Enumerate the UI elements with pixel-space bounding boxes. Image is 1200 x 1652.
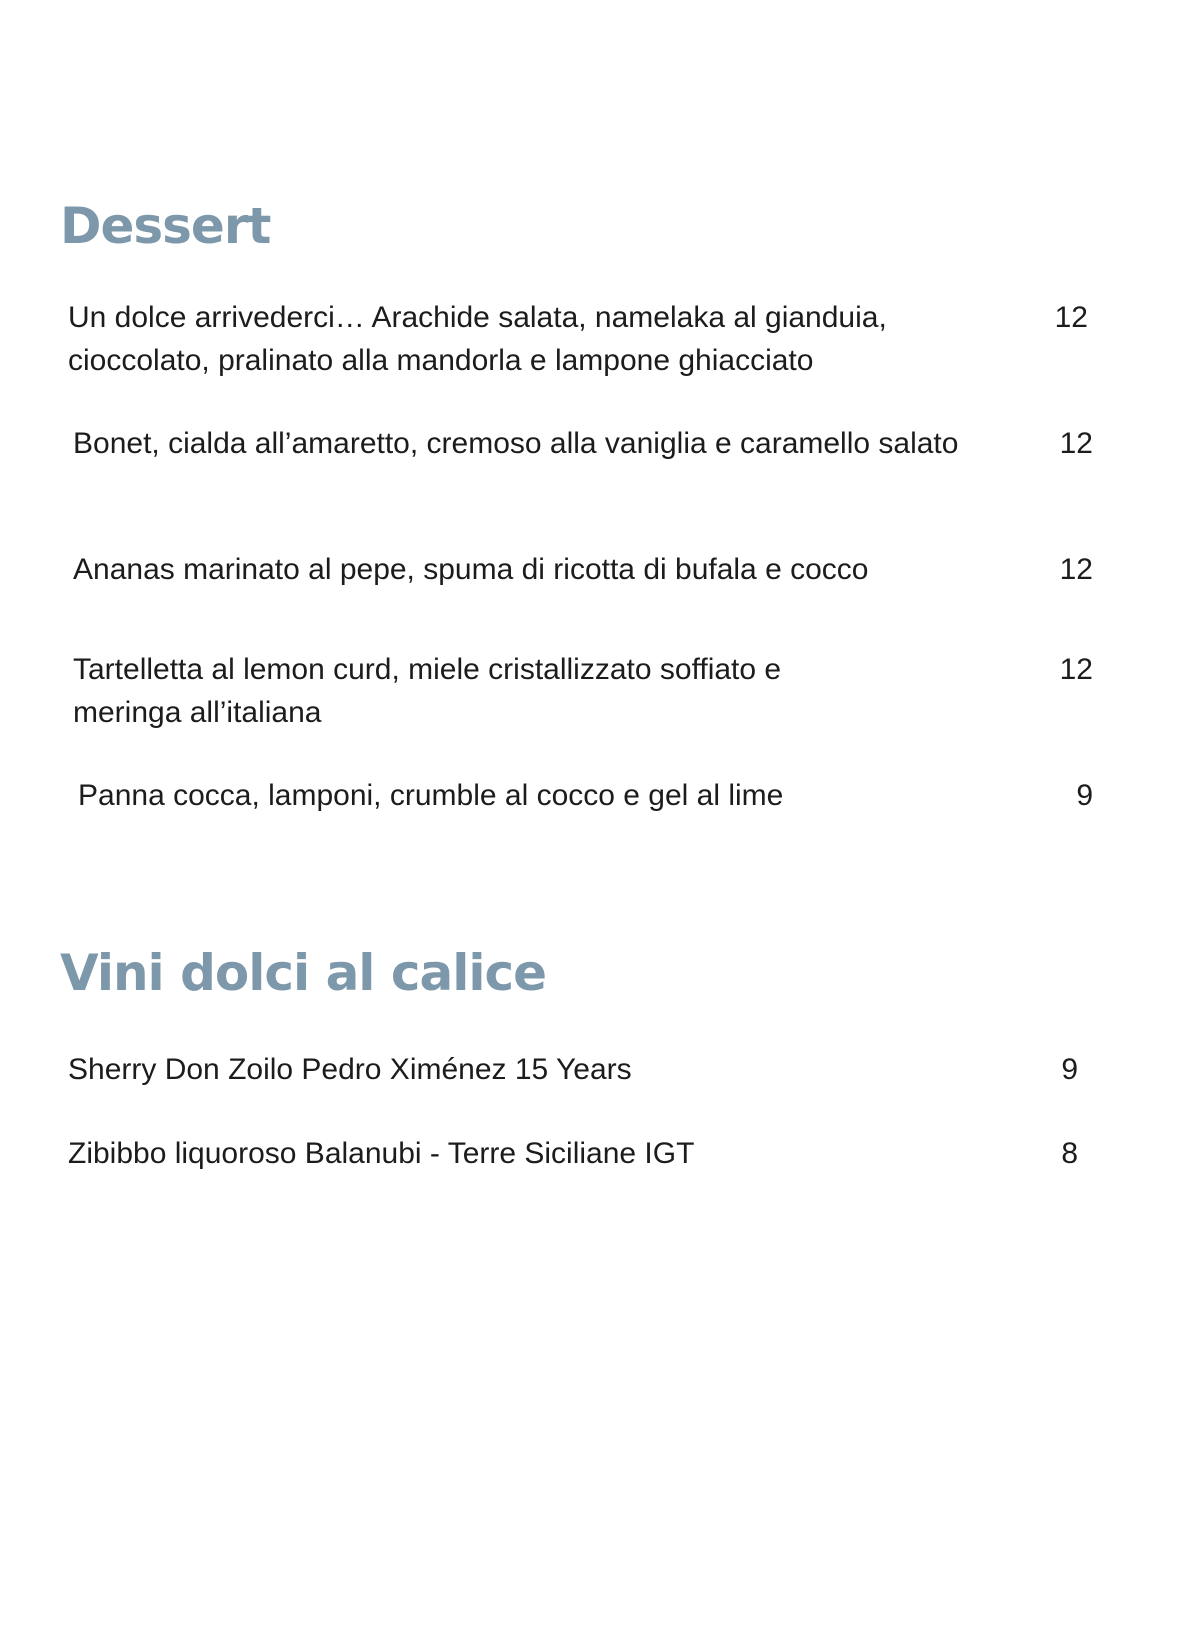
- item-name: Panna cocca, lamponi, crumble al cocco e gel al lime: [78, 779, 784, 812]
- item-name: Zibibbo liquoroso Balanubi - Terre Siciliane IGT: [68, 1137, 695, 1170]
- item-name: Sherry Don Zoilo Pedro Ximénez 15 Years: [68, 1053, 632, 1086]
- item-price: 12: [1059, 553, 1093, 586]
- dessert-item: [68, 296, 1088, 386]
- item-price: 8: [1061, 1137, 1078, 1170]
- dessert-item: [73, 648, 1093, 738]
- dessert-item: [73, 422, 1093, 512]
- dessert-item: [78, 774, 1098, 819]
- item-name: Tartelletta al lemon curd, miele cristallizzato soffiato e meringa all’italiana: [73, 653, 782, 729]
- dessert-item: [73, 548, 1093, 593]
- item-name: Ananas marinato al pepe, spuma di ricotta di bufala e cocco: [73, 553, 869, 586]
- item-price: 9: [1061, 1053, 1078, 1086]
- wine-item: [68, 1132, 1088, 1177]
- item-price: 12: [1059, 653, 1093, 686]
- wines-title: Vini dolci al calice: [60, 944, 547, 1002]
- item-name: Un dolce arrivederci… Arachide salata, namelaka al gianduia, cioccolato, pralinato alla mandorla e lampone ghiacciato: [68, 301, 887, 377]
- item-price: 12: [1054, 301, 1088, 334]
- item-price: 12: [1059, 427, 1093, 460]
- item-price: 9: [1076, 779, 1093, 812]
- wine-item: [68, 1048, 1088, 1093]
- item-name: Bonet, cialda all’amaretto, cremoso alla vaniglia e caramello salato: [73, 427, 959, 460]
- dessert-title: Dessert: [60, 197, 271, 255]
